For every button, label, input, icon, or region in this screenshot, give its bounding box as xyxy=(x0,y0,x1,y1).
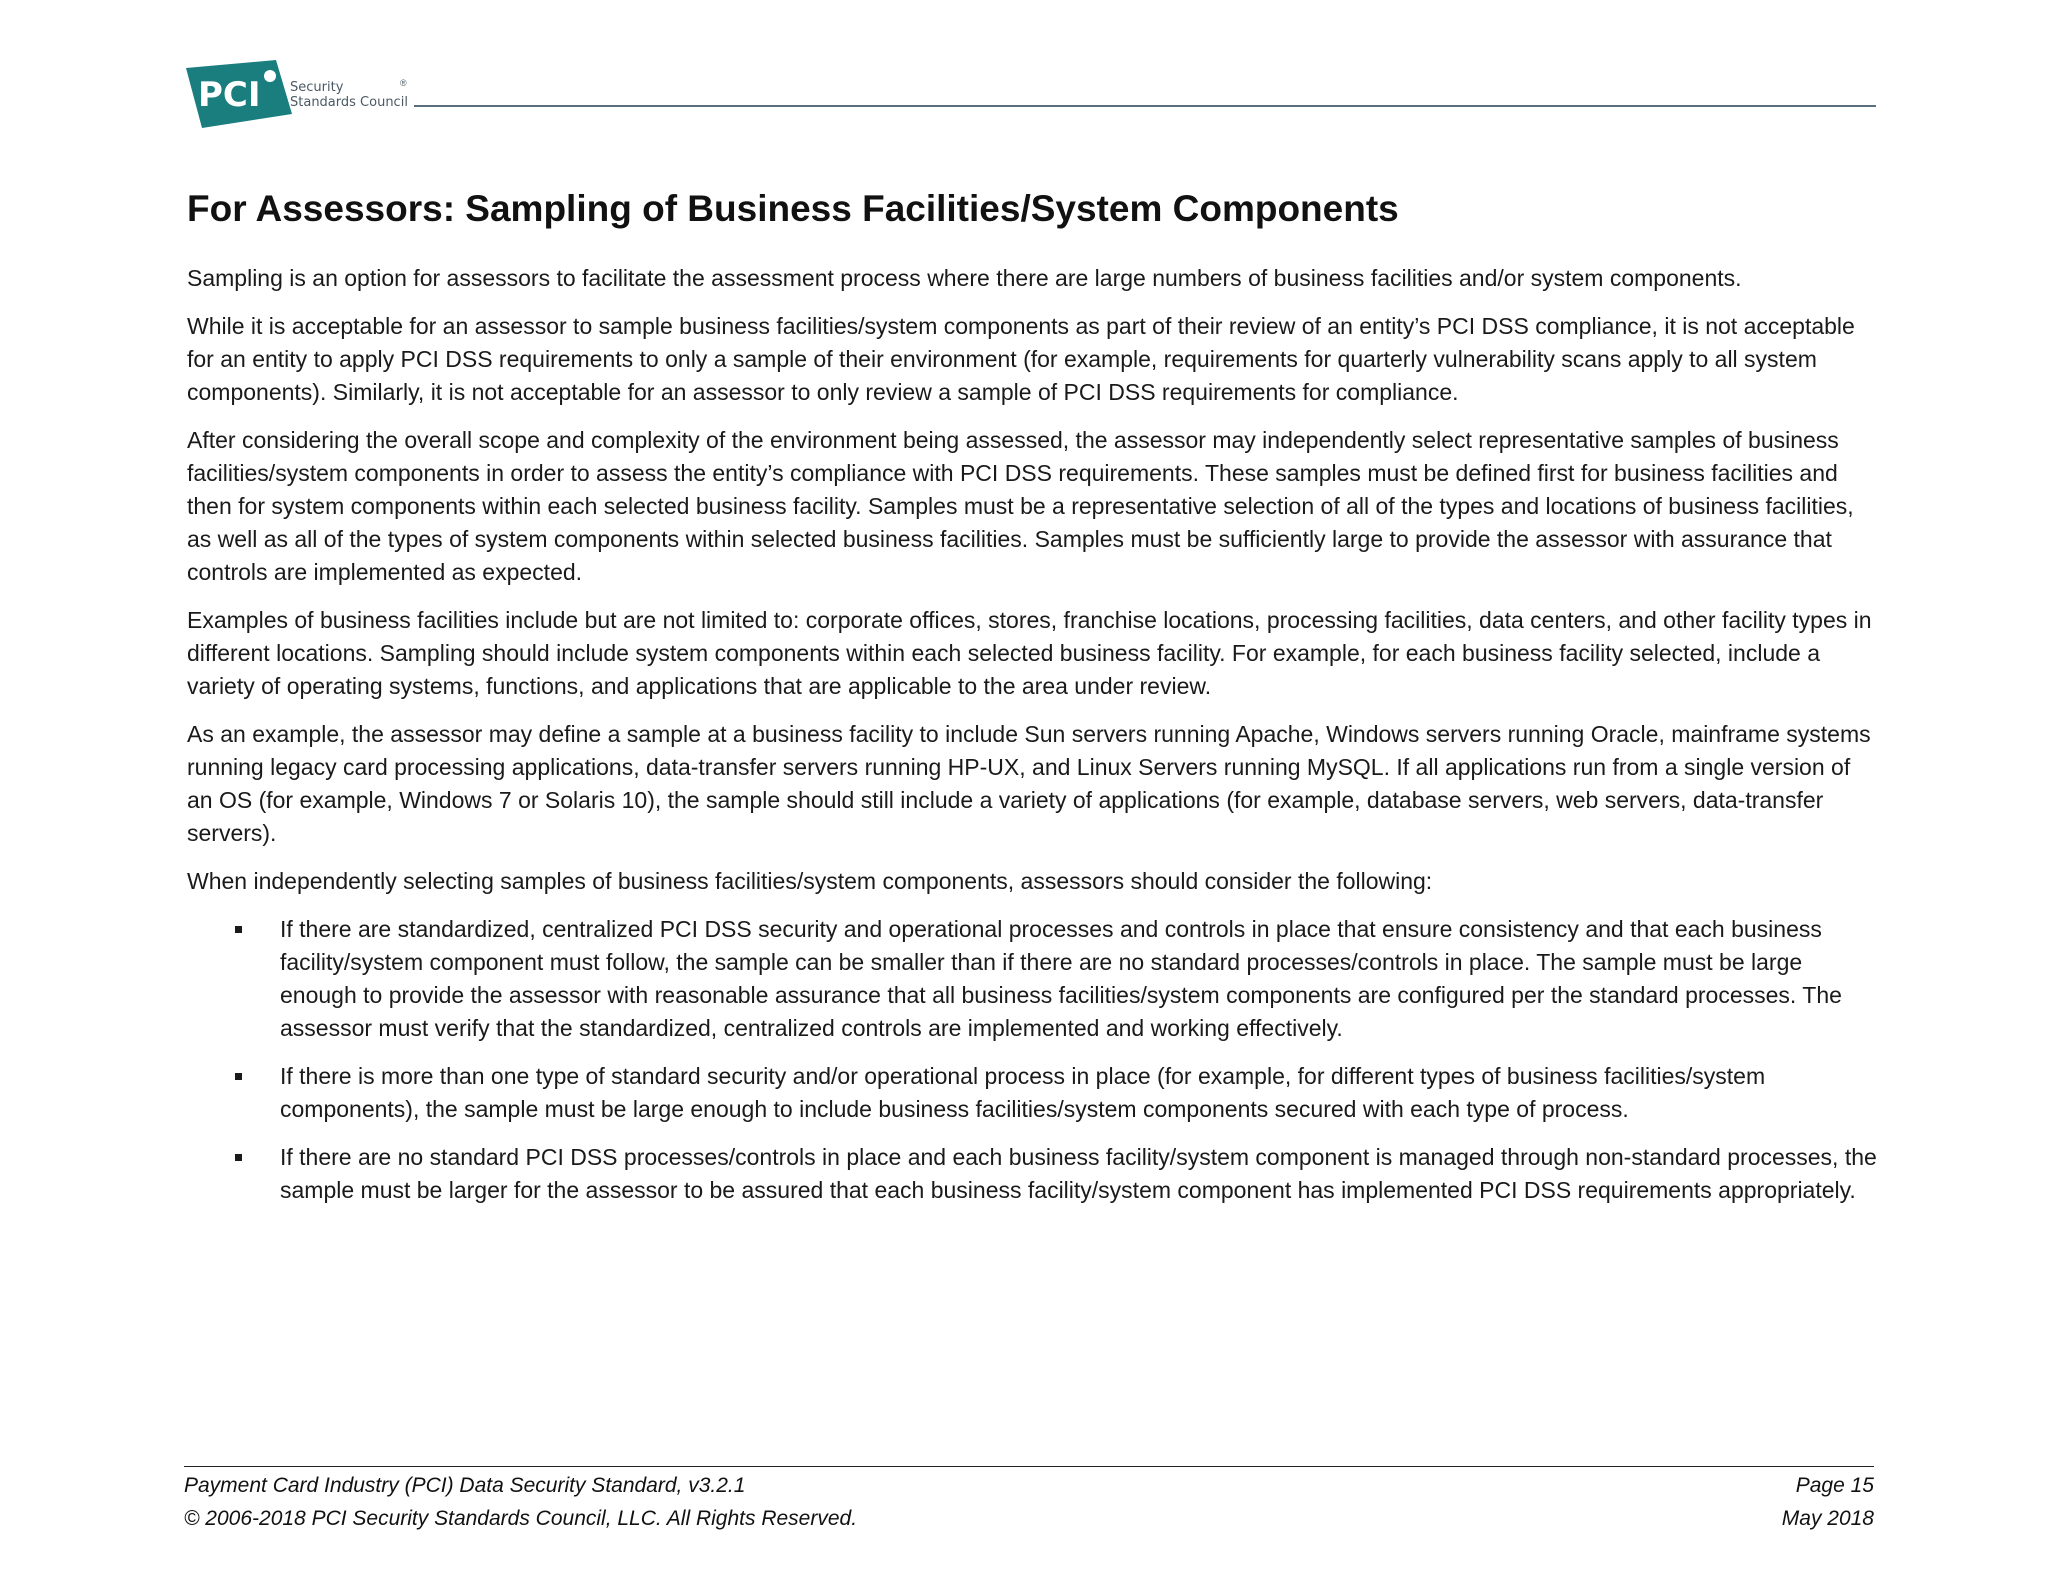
square-bullet-icon xyxy=(235,1154,242,1161)
pci-logo-icon xyxy=(186,60,292,128)
paragraph-5: As an example, the assessor may define a sample at a business facility to include Sun servers running Apache, Windows servers running Oracle, mainframe systems running legacy card processing applications, data-transfer servers running HP-UX, and Linux Servers running MySQL. If all applications run from a single version of an OS (for example, Windows 7 or Solaris 10), the sample should still include a variety of applications (for example, database servers, web servers, data-transfer servers). xyxy=(187,721,1871,846)
footer-row-1 xyxy=(184,1469,1874,1502)
list-item xyxy=(187,913,1877,1045)
list-item-text: If there are no standard PCI DSS processes/controls in place and each business facility/system component is managed through non-standard processes, the sample must be larger for the assessor to be assured that each business facility/system component has implemented PCI DSS requirements appropriately. xyxy=(280,1144,1877,1203)
logo-wordmark xyxy=(290,80,408,110)
page-footer xyxy=(184,1466,1874,1535)
considerations-list xyxy=(187,913,1877,1207)
list-item-text: If there is more than one type of standard security and/or operational process in place (for example, for different types of business facilities/system components), the sample must be large enough to include business facilities/system components secured with each type of process. xyxy=(280,1063,1766,1122)
footer-copyright: © 2006-2018 PCI Security Standards Council, LLC. All Rights Reserved. xyxy=(184,1507,858,1530)
paragraph-4: Examples of business facilities include but are not limited to: corporate offices, stores, franchise locations, processing facilities, data centers, and other facility types in different locations. Sampling should include system components within each selected business facility. For example, for each business facility selected, include a variety of operating systems, functions, and applications that are applicable to the area under review. xyxy=(187,607,1872,699)
square-bullet-icon xyxy=(235,926,242,933)
paragraph-1: Sampling is an option for assessors to facilitate the assessment process where there are large numbers of business facilities and/or system components. xyxy=(187,265,1742,291)
pci-logo xyxy=(186,58,416,130)
registered-mark: ® xyxy=(400,78,407,88)
footer-document-title: Payment Card Industry (PCI) Data Security Standard, v3.2.1 xyxy=(184,1474,746,1497)
logo-line-2: Standards Council xyxy=(290,95,408,110)
page-content xyxy=(187,186,1877,1222)
list-item xyxy=(187,1060,1877,1126)
paragraph-6: When independently selecting samples of business facilities/system components, assessors should consider the following: xyxy=(187,868,1433,894)
header-rule xyxy=(414,105,1876,107)
logo-line-1: Security xyxy=(290,80,344,95)
page-title: For Assessors: Sampling of Business Facilities/System Components xyxy=(187,188,1399,229)
footer-page-number: Page 15 xyxy=(1795,1474,1874,1497)
footer-row-2 xyxy=(184,1502,1874,1535)
list-item xyxy=(187,1141,1877,1207)
page-header xyxy=(186,58,1876,130)
list-item-text: If there are standardized, centralized PCI DSS security and operational processes and controls in place that ensure consistency and that each business facility/system component must follow, the sample can be smaller than if there are no standard processes/controls in place. The sample must be large enough to provide the assessor with reasonable assurance that all business facilities/system components are configured per the standard processes. The assessor must verify that the standardized, centralized controls are implemented and working effectively. xyxy=(280,916,1842,1041)
footer-date: May 2018 xyxy=(1781,1507,1874,1530)
logo-mark-text: PCI xyxy=(198,75,261,115)
paragraph-2: While it is acceptable for an assessor to sample business facilities/system components as part of their review of an entity’s PCI DSS compliance, it is not acceptable for an entity to apply PCI DSS requirements to only a sample of their environment (for example, requirements for quarterly vulnerability scans apply to all system components). Similarly, it is not acceptable for an assessor to only review a sample of PCI DSS requirements for compliance. xyxy=(187,313,1855,405)
paragraph-3: After considering the overall scope and complexity of the environment being assessed, the assessor may independently select representative samples of business facilities/system components in order to assess the entity’s compliance with PCI DSS requirements. These samples must be defined first for business facilities and then for system components within each selected business facility. Samples must be a representative selection of all of the types and locations of business facilities, as well as all of the types of system components within selected business facilities. Samples must be sufficiently large to provide the assessor with assurance that controls are implemented as expected. xyxy=(187,427,1854,585)
square-bullet-icon xyxy=(235,1073,242,1080)
